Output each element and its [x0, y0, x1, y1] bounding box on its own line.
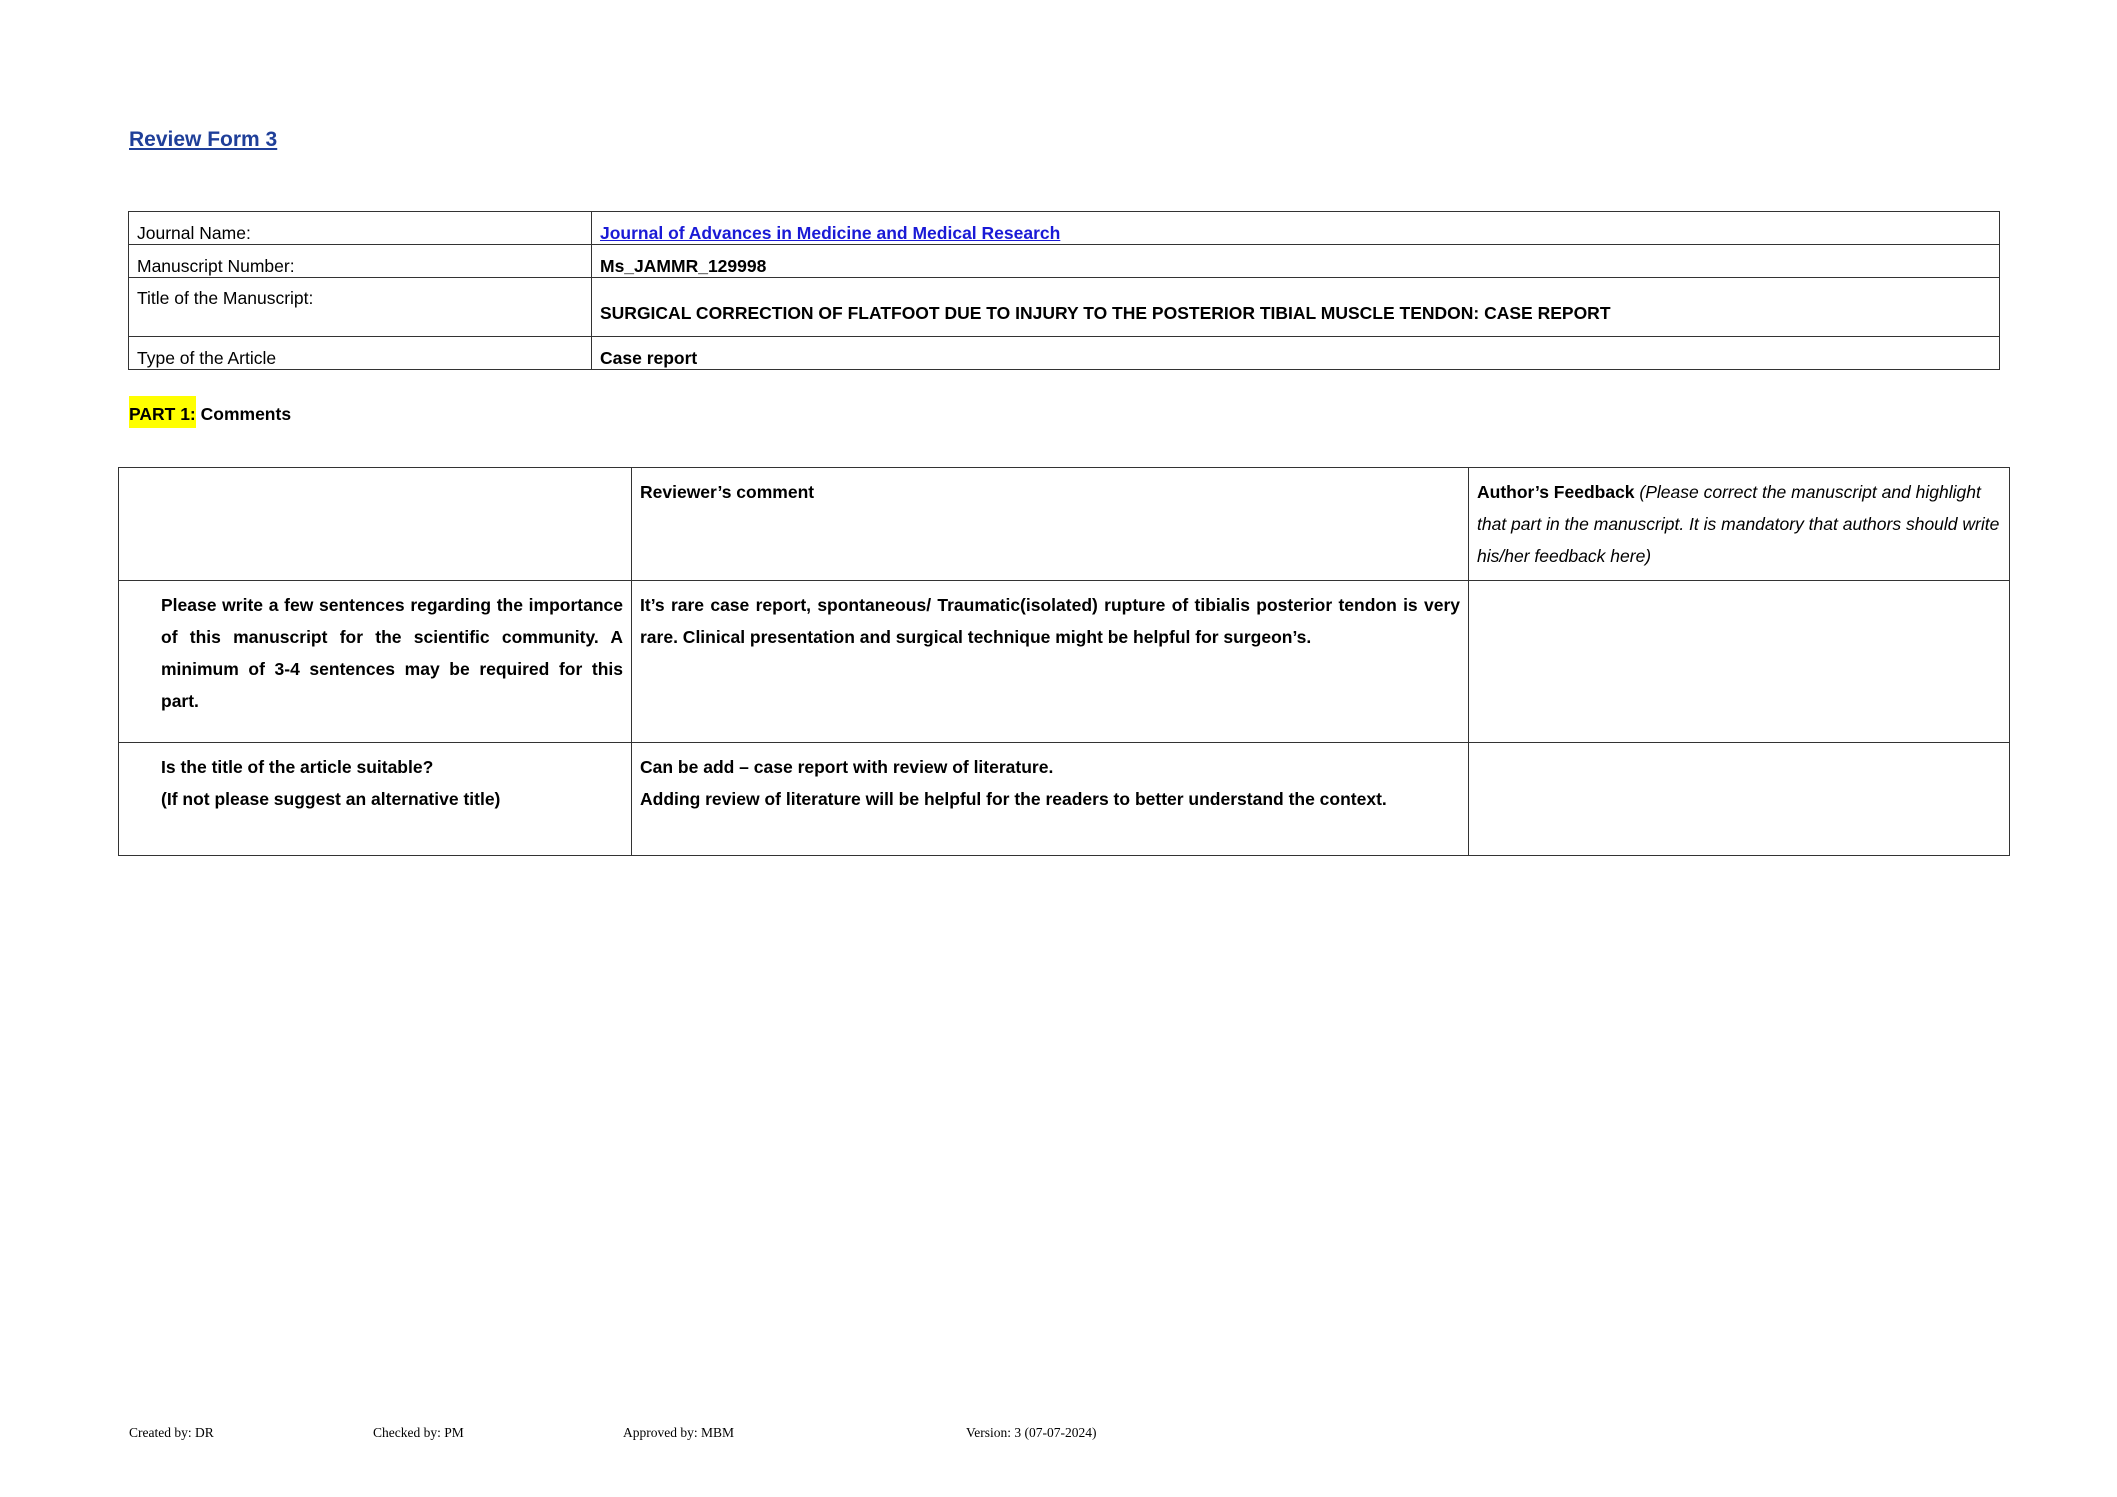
question-cell	[119, 743, 632, 856]
footer-created: Created by: DR	[129, 1425, 214, 1440]
manuscript-number-label: Manuscript Number:	[129, 245, 592, 278]
manuscript-title-value: SURGICAL CORRECTION OF FLATFOOT DUE TO INJURY TO THE POSTERIOR TIBIAL MUSCLE TENDON: CASE REPORT	[592, 278, 2000, 337]
comments-table	[118, 467, 2010, 856]
footer-approved: Approved by: MBM	[623, 1425, 734, 1440]
table-row	[119, 581, 2010, 743]
question-cell: Please write a few sentences regarding the importance of this manuscript for the scientific community. A minimum of 3-4 sentences may be required for this part.	[119, 581, 632, 743]
question-line: Is the title of the article suitable?	[161, 757, 434, 777]
journal-label: Journal Name:	[129, 212, 592, 245]
comment-line: Adding review of literature will be helpful for the readers to better understand the context.	[640, 789, 1387, 809]
reviewer-comment-cell: It’s rare case report, spontaneous/ Traumatic(isolated) rupture of tibialis posterior tendon is very rare. Clinical presentation and surgical technique might be helpful for surgeon’s.	[632, 581, 1469, 743]
header-empty-cell	[119, 468, 632, 581]
author-feedback-cell[interactable]	[1469, 743, 2010, 856]
author-feedback-instructions: (Please correct the manuscript and highlight that part in the manuscript. It is mandatory that authors should write his/her feedback here)	[1477, 482, 2000, 566]
author-feedback-cell[interactable]	[1469, 581, 2010, 743]
part-suffix: Comments	[195, 404, 292, 424]
comment-line: Can be add – case report with review of literature.	[640, 757, 1054, 777]
manuscript-title-label: Title of the Manuscript:	[129, 278, 592, 337]
journal-link[interactable]: Journal of Advances in Medicine and Medical Research	[600, 223, 1061, 243]
header-reviewer-comment: Reviewer’s comment	[632, 468, 1469, 581]
footer-version: Version: 3 (07-07-2024)	[966, 1425, 1097, 1440]
reviewer-comment-cell	[632, 743, 1469, 856]
article-type-value: Case report	[592, 337, 2000, 370]
manuscript-number-value: Ms_JAMMR_129998	[592, 245, 2000, 278]
part-heading	[129, 404, 291, 425]
table-row	[119, 743, 2010, 856]
manuscript-info-table	[128, 211, 2000, 370]
header-author-feedback	[1469, 468, 2010, 581]
question-line: (If not please suggest an alternative title)	[161, 789, 501, 809]
article-type-label: Type of the Article	[129, 337, 592, 370]
footer-checked: Checked by: PM	[373, 1425, 464, 1440]
part-label: PART 1:	[129, 396, 196, 428]
form-title: Review Form 3	[129, 128, 278, 151]
author-feedback-label: Author’s Feedback	[1477, 482, 1635, 502]
